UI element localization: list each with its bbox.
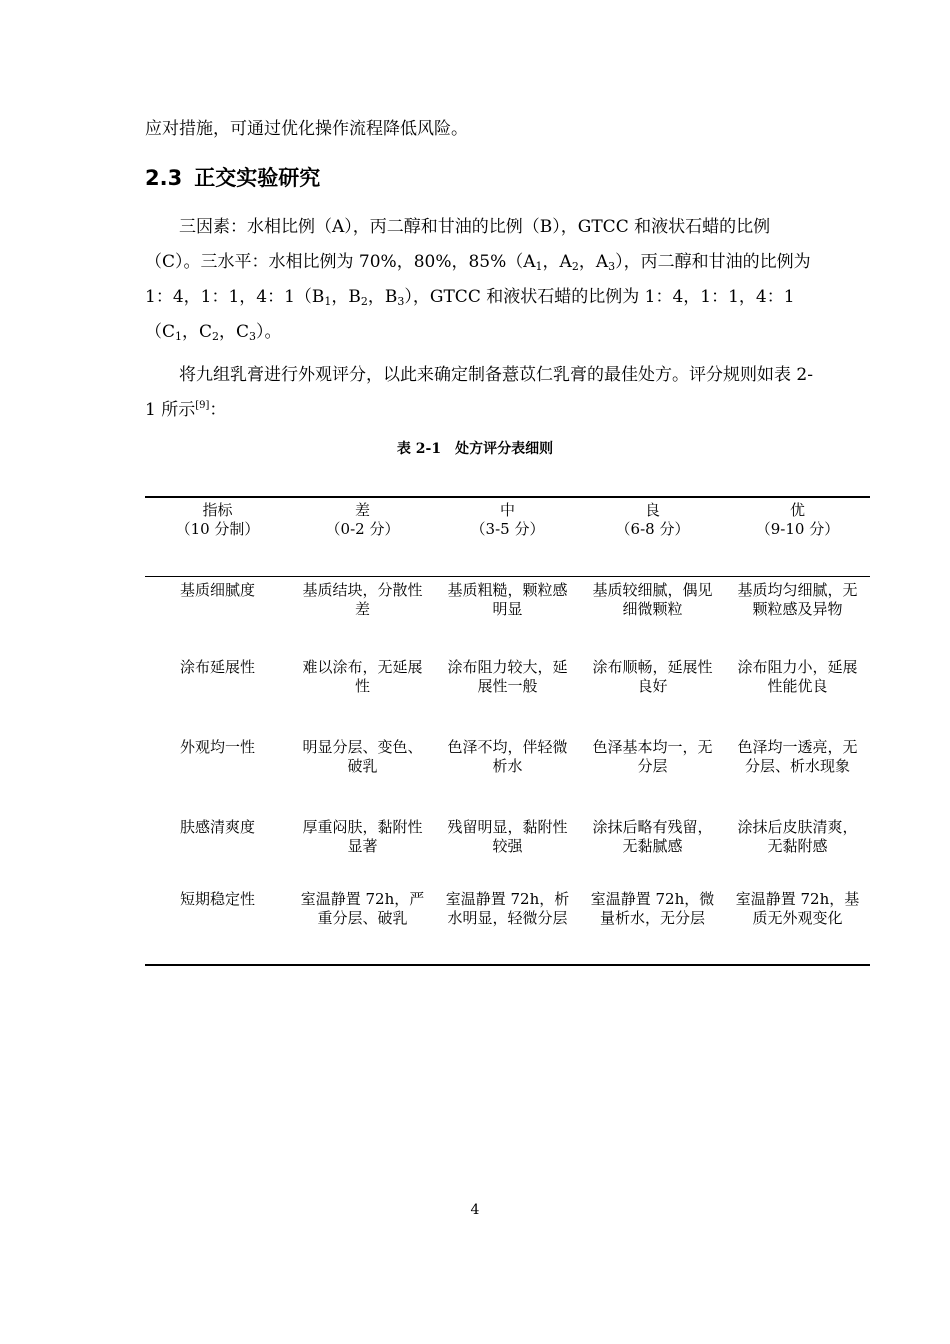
table-cell: 外观均一性 [179, 738, 255, 756]
subscript: 1 [324, 295, 332, 308]
table-cell: 明显分层、变色、破乳 [302, 738, 423, 775]
scoring-table [145, 496, 870, 966]
subscript: 2 [571, 260, 579, 273]
table-row [145, 735, 870, 815]
table-label: 表 2-1 [396, 441, 442, 457]
table-title: 处方评分表细则 [455, 441, 554, 457]
header-cell [725, 497, 870, 577]
table-cell: 涂布阻力小，延展性能优良 [737, 658, 858, 695]
factors-text: ，C [182, 322, 213, 342]
header-name: 优 [789, 501, 805, 519]
scoring-paragraph [145, 358, 815, 428]
table-cell: 色泽不均，伴轻微析水 [447, 738, 568, 775]
intro-line: 应对措施，可通过优化操作流程降低风险。 [145, 119, 468, 139]
table-cell: 室温静置 72h，基质无外观变化 [725, 887, 870, 965]
citation-ref[interactable]: [9] [195, 400, 210, 411]
table-cell: 涂抹后略有残留，无黏腻感 [592, 818, 713, 855]
factors-text: ），丙二醇和甘油的比例为 1：4，1：1，4：1（B [145, 252, 811, 307]
table-row [145, 815, 870, 887]
section-heading [145, 162, 320, 194]
subscript: 3 [249, 330, 257, 343]
header-sub: （0-2 分） [325, 520, 400, 538]
factors-text: ，A [578, 252, 609, 272]
subscript: 1 [535, 260, 543, 273]
factors-text: ），GTCC 和液状石蜡的比例为 1：4，1：1，4：1（C [145, 287, 795, 342]
scoring-text-tail: ： [209, 400, 227, 420]
header-cell [145, 497, 290, 577]
header-name: 良 [644, 501, 660, 519]
table-cell: 室温静置 72h，微量析水，无分层 [580, 887, 725, 965]
page-number: 4 [470, 1202, 480, 1218]
header-name: 中 [499, 501, 515, 519]
header-name: 差 [354, 501, 370, 519]
table-cell: 色泽均一透亮，无分层、析水现象 [737, 738, 858, 775]
subscript: 2 [212, 330, 220, 343]
scoring-text: 将九组乳膏进行外观评分，以此来确定制备薏苡仁乳膏的最佳处方。评分规则如表 2-1 所示 [145, 365, 813, 420]
section-number: 2.3 [145, 166, 183, 190]
factors-text: ，C [219, 322, 250, 342]
factors-text: ）。 [256, 322, 282, 342]
header-sub: （6-8 分） [615, 520, 690, 538]
table-cell: 难以涂布，无延展性 [302, 658, 423, 695]
table-cell: 涂布顺畅，延展性良好 [592, 658, 713, 695]
factors-text: 三因素：水相比例（A），丙二醇和甘油的比例（B），GTCC 和液状石蜡的比例（C）。三水平：水相比例为 70%，80%，85%（A [145, 217, 771, 272]
subscript: 2 [360, 295, 368, 308]
table-cell: 基质粗糙，颗粒感明显 [447, 581, 568, 618]
table-row [145, 655, 870, 735]
table-cell: 基质较细腻，偶见细微颗粒 [592, 581, 713, 618]
table-header-row [145, 497, 870, 577]
table-row [145, 887, 870, 965]
header-cell [580, 497, 725, 577]
table-cell: 室温静置 72h，析水明显，轻微分层 [435, 887, 580, 965]
table-cell: 色泽基本均一，无分层 [592, 738, 713, 775]
table-cell: 涂布延展性 [179, 658, 255, 676]
factors-paragraph [145, 210, 815, 350]
table-row [145, 577, 870, 656]
header-cell [290, 497, 435, 577]
header-sub: （3-5 分） [470, 520, 545, 538]
table-cell: 涂布阻力较大，延展性一般 [447, 658, 568, 695]
table-cell: 基质均匀细腻，无颗粒感及异物 [737, 581, 858, 618]
table-cell: 肤感清爽度 [179, 818, 255, 836]
factors-text: ，A [542, 252, 572, 272]
table-cell: 基质细腻度 [179, 581, 255, 599]
table-cell: 基质结块，分散性差 [302, 581, 423, 618]
table-cell: 厚重闷肤，黏附性显著 [302, 818, 423, 855]
header-cell [435, 497, 580, 577]
table-cell: 短期稳定性 [145, 887, 290, 965]
table-cell: 残留明显，黏附性较强 [447, 818, 568, 855]
header-sub: （10 分制） [175, 520, 260, 538]
table-cell: 涂抹后皮肤清爽，无黏附感 [737, 818, 858, 855]
section-title: 正交实验研究 [194, 166, 321, 190]
subscript: 3 [397, 295, 405, 308]
table-caption [0, 438, 950, 458]
header-sub: （9-10 分） [755, 520, 840, 538]
subscript: 3 [608, 260, 616, 273]
table-cell: 室温静置 72h，严重分层、破乳 [290, 887, 435, 965]
factors-text: ，B [367, 287, 398, 307]
factors-text: ，B [331, 287, 361, 307]
subscript: 1 [175, 330, 183, 343]
header-name: 指标 [202, 501, 233, 519]
